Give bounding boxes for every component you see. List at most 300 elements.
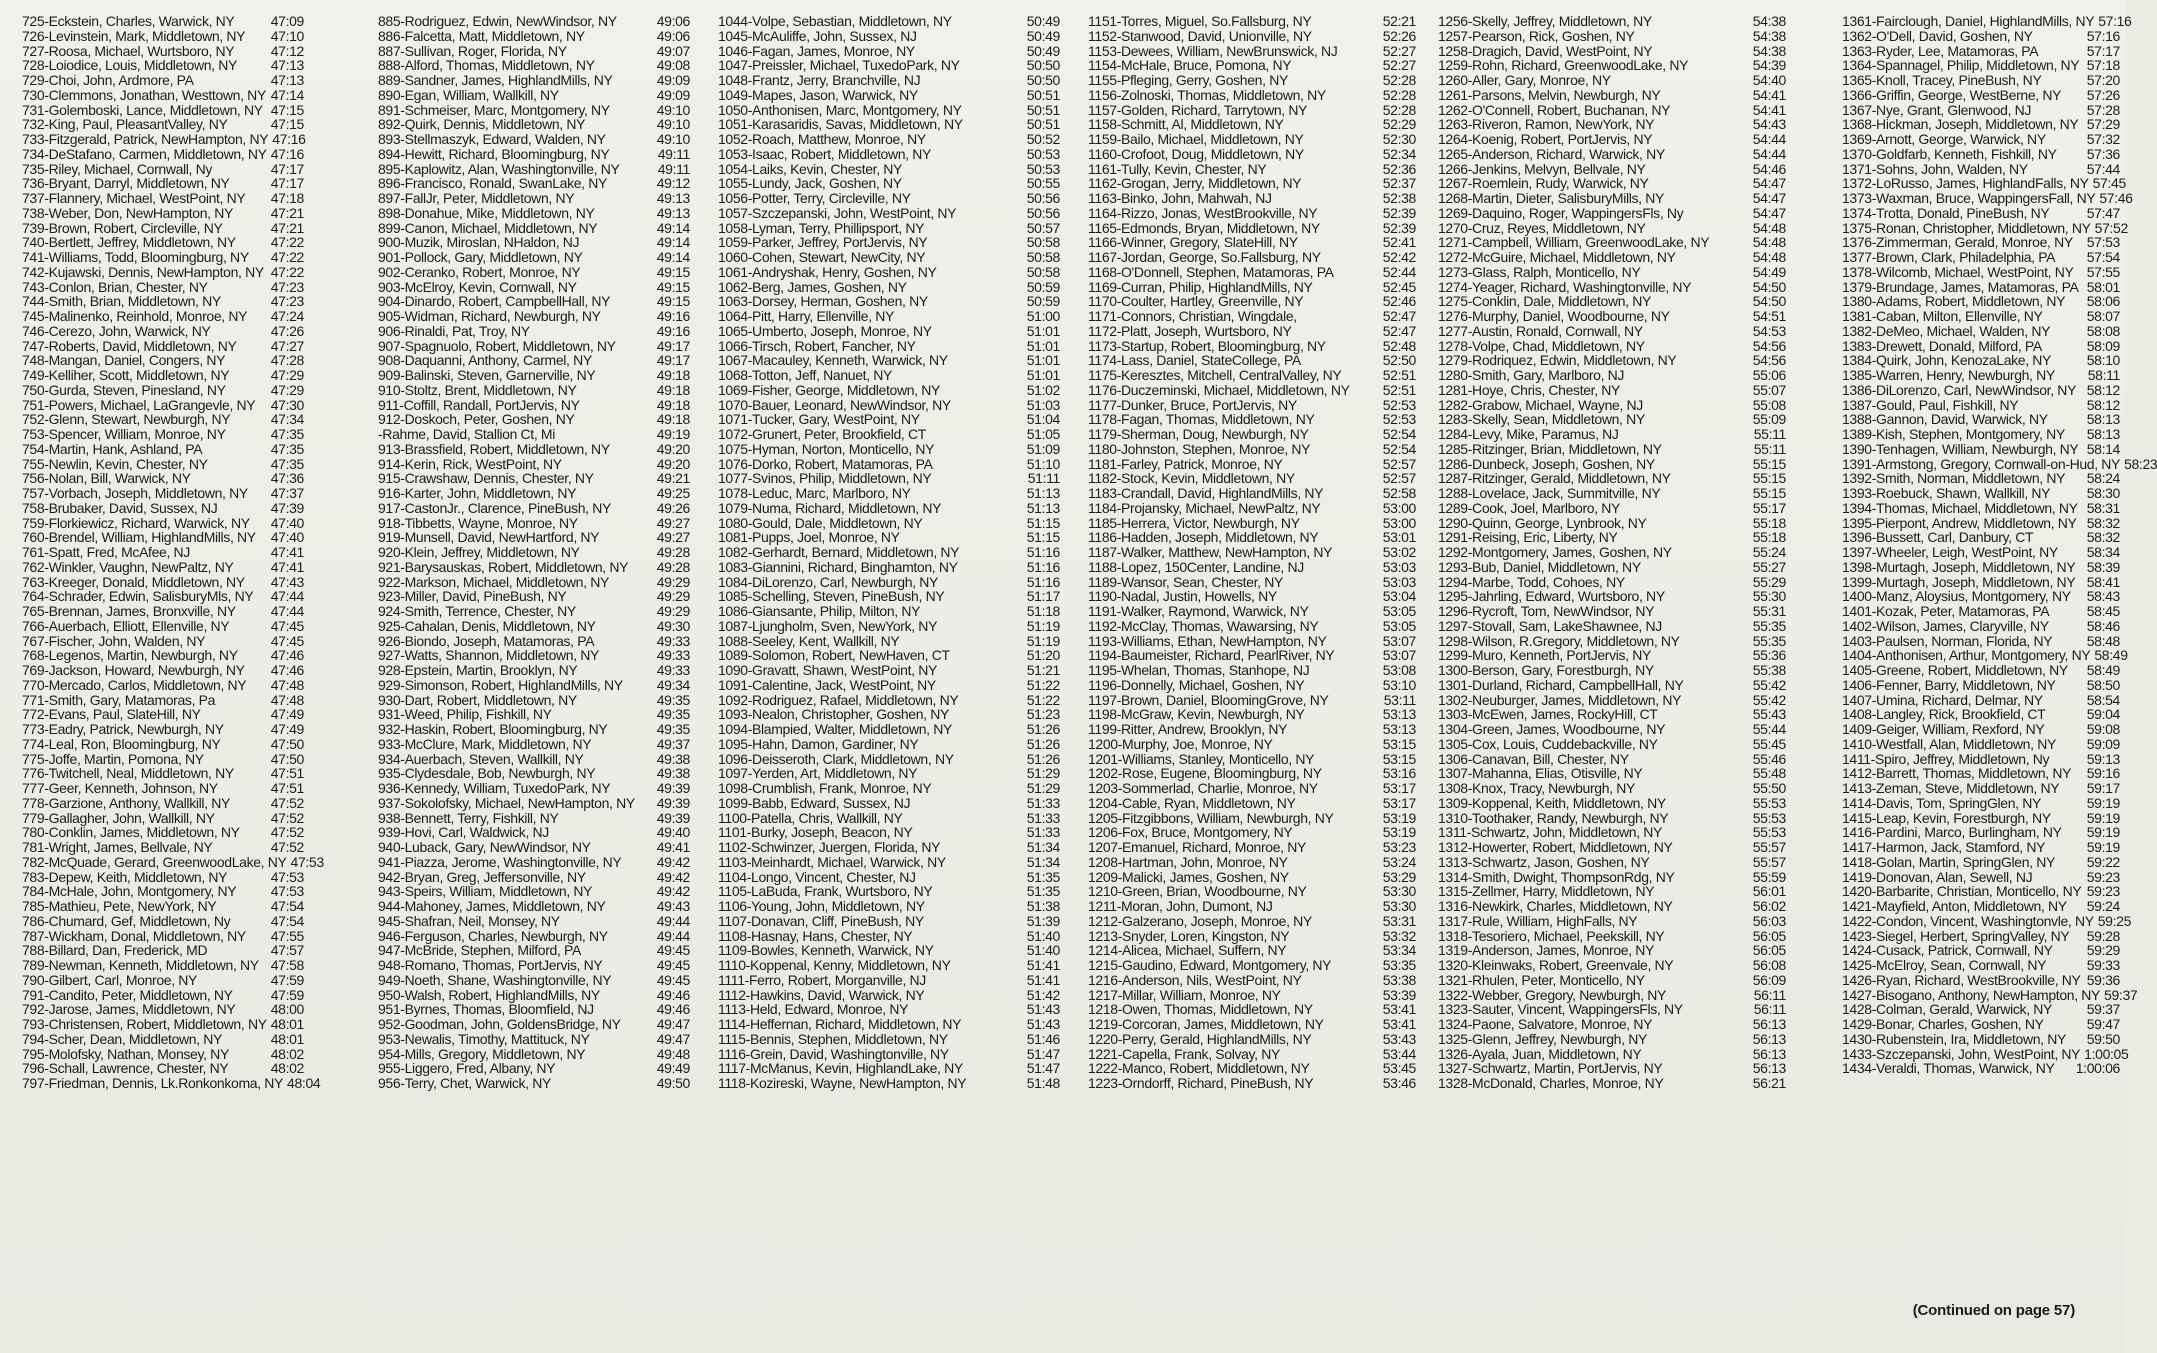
finish-time: 49:49 [656, 1060, 690, 1077]
result-row [1842, 442, 2120, 457]
result-row [1842, 1045, 2129, 1062]
result-row [718, 1076, 1060, 1091]
result-row [378, 147, 690, 162]
finish-time: 59:25 [2097, 912, 2132, 929]
runner-entry: 920-Klein, Jeffrey, Middletown, NY [378, 544, 580, 560]
runner-entry: 1114-Heffernan, Richard, Middletown, NY [718, 1016, 962, 1032]
finish-time: 53:30 [1382, 898, 1416, 914]
finish-time: 51:41 [1026, 971, 1060, 988]
runner-entry: 787-Wickham, Donal, Middletown, NY [22, 927, 246, 944]
result-row [1842, 545, 2120, 560]
finish-time: 55:11 [1753, 440, 1786, 457]
runner-entry: 925-Cahalan, Denis, Middletown, NY [378, 617, 596, 634]
runner-entry: 1325-Glenn, Jeffrey, Newburgh, NY [1438, 1030, 1647, 1047]
result-row [718, 840, 1060, 855]
result-row [1842, 752, 2120, 767]
result-row [1088, 29, 1416, 44]
finish-time: 47:54 [270, 912, 304, 929]
finish-time: 51:40 [1026, 942, 1060, 959]
runner-entry: 1363-Ryder, Lee, Matamoras, PA [1842, 42, 2039, 59]
result-row [378, 648, 690, 663]
finish-time: 58:12 [2086, 396, 2120, 413]
result-row [718, 1061, 1060, 1076]
runner-entry: 797-Friedman, Dennis, Lk.Ronkonkoma, NY [22, 1075, 284, 1091]
result-row [378, 294, 690, 309]
runner-entry: 1266-Jenkins, Melvyn, Bellvale, NY [1438, 160, 1646, 177]
finish-time: 53:19 [1382, 809, 1416, 826]
result-row [1438, 870, 1786, 885]
result-row [378, 943, 690, 958]
finish-time: 51:29 [1026, 765, 1060, 782]
runner-entry: 1388-Gannon, David, Warwick, NY [1842, 411, 2048, 428]
result-row [1438, 176, 1786, 191]
runner-entry: 1175-Keresztes, Mitchell, CentralValley, NY [1088, 367, 1342, 383]
finish-time: 47:59 [270, 971, 304, 988]
result-row [22, 265, 304, 280]
finish-time: 47:49 [270, 706, 304, 723]
result-row [22, 501, 304, 516]
result-row [718, 58, 1060, 73]
finish-time: 52:54 [1382, 426, 1416, 442]
result-row [718, 235, 1060, 250]
runner-entry: 910-Stoltz, Brent, Middletown, NY [378, 381, 577, 398]
finish-time: 47:13 [270, 72, 304, 88]
runner-entry: 1327-Schwartz, Martin, PortJervis, NY [1438, 1060, 1663, 1077]
runner-entry: 1416-Pardini, Marco, Burlingham, NY [1842, 824, 2062, 841]
runner-entry: 1273-Glass, Ralph, Monticello, NY [1438, 263, 1641, 280]
runner-entry: 1183-Crandall, David, HighlandMills, NY [1088, 485, 1324, 501]
result-row [378, 707, 690, 722]
runner-entry: -Rahme, David, Stallion Ct, Mi [378, 426, 556, 442]
finish-time: 54:48 [1752, 249, 1786, 265]
finish-time: 54:46 [1752, 160, 1786, 177]
runner-entry: 889-Sandner, James, HighlandMills, NY [378, 72, 613, 88]
finish-time: 47:23 [270, 293, 304, 310]
finish-time: 47:23 [270, 278, 304, 295]
finish-time: 54:40 [1752, 72, 1786, 88]
finish-time: 52:28 [1382, 86, 1416, 103]
runner-entry: 1297-Stovall, Sam, LakeShawnee, NJ [1438, 617, 1662, 634]
runner-entry: 1289-Cook, Joel, Marlboro, NY [1438, 499, 1621, 516]
result-row [22, 825, 304, 840]
runner-entry: 1274-Yeager, Richard, Washingtonville, NY [1438, 278, 1692, 295]
result-row [1842, 619, 2120, 634]
finish-time: 56:21 [1752, 1075, 1786, 1091]
runner-entry: 931-Weed, Philip, Fishkill, NY [378, 706, 552, 723]
result-row [1842, 280, 2120, 295]
finish-time: 57:16 [2098, 13, 2132, 29]
result-row [1842, 501, 2120, 516]
runner-entry: 1107-Donavan, Cliff, PineBush, NY [718, 912, 924, 929]
runner-entry: 1088-Seeley, Kent, Wallkill, NY [718, 632, 900, 649]
finish-time: 57:44 [2086, 160, 2120, 177]
finish-time: 49:27 [656, 514, 690, 531]
finish-time: 49:17 [656, 352, 690, 369]
finish-time: 59:24 [2086, 898, 2120, 914]
result-row [378, 368, 690, 383]
result-row [1088, 870, 1416, 885]
finish-time: 55:45 [1752, 735, 1786, 752]
finish-time: 49:18 [656, 411, 690, 428]
runner-entry: 1071-Tucker, Gary, WestPoint, NY [718, 411, 920, 428]
finish-time: 49:20 [656, 455, 690, 472]
result-row [1088, 235, 1416, 250]
finish-time: 49:40 [656, 824, 690, 841]
result-row [1842, 265, 2120, 280]
runner-entry: 783-Depew, Keith, Middletown, NY [22, 868, 228, 885]
finish-time: 52:29 [1382, 116, 1416, 133]
runner-entry: 908-Daquanni, Anthony, Carmel, NY [378, 352, 592, 369]
result-row [378, 545, 690, 560]
result-row [22, 88, 304, 103]
runner-entry: 1079-Numa, Richard, Middletown, NY [718, 499, 942, 516]
result-row [378, 752, 690, 767]
result-row [1842, 88, 2120, 103]
result-row [22, 929, 304, 944]
result-row [718, 663, 1060, 678]
runner-entry: 751-Powers, Michael, LaGrangevle, NY [22, 396, 256, 413]
finish-time: 54:53 [1752, 322, 1786, 339]
runner-entry: 1283-Skelly, Sean, Middletown, NY [1438, 411, 1645, 428]
runner-entry: 1094-Blampied, Walter, Middletown, NY [718, 721, 952, 737]
result-row [22, 1017, 304, 1032]
finish-time: 47:22 [270, 249, 304, 265]
finish-time: 47:15 [270, 116, 304, 133]
runner-entry: 758-Brubaker, David, Sussex, NJ [22, 499, 218, 516]
runner-entry: 1167-Jordan, George, So.Fallsburg, NY [1088, 249, 1321, 265]
finish-time: 52:21 [1382, 13, 1416, 29]
runner-entry: 1361-Fairclough, Daniel, HighlandMills, NY [1842, 13, 2095, 29]
finish-time: 58:34 [2086, 544, 2120, 560]
runner-entry: 1049-Mapes, Jason, Warwick, NY [718, 86, 918, 103]
finish-time: 58:24 [2086, 470, 2120, 487]
runner-entry: 1164-Rizzo, Jonas, WestBrookville, NY [1088, 204, 1318, 221]
runner-entry: 793-Christensen, Robert, Middletown, NY [22, 1016, 267, 1032]
result-row [1842, 575, 2120, 590]
finish-time: 58:49 [2094, 647, 2128, 664]
result-row [1842, 604, 2120, 619]
runner-entry: 737-Flannery, Michael, WestPoint, NY [22, 190, 246, 206]
finish-time: 53:02 [1382, 544, 1416, 560]
finish-time: 55:31 [1752, 603, 1786, 619]
runner-entry: 1269-Daquino, Roger, WappingersFls, Ny [1438, 204, 1684, 221]
runner-entry: 942-Bryan, Greg, Jeffersonville, NY [378, 868, 586, 885]
finish-time: 57:29 [2086, 116, 2120, 133]
result-row [1842, 899, 2120, 914]
finish-time: 57:32 [2086, 131, 2120, 147]
finish-time: 1:00:06 [2075, 1060, 2120, 1077]
result-row [1438, 766, 1786, 781]
result-row [1842, 58, 2120, 73]
result-row [1842, 383, 2120, 398]
runner-entry: 1312-Howerter, Robert, Middletown, NY [1438, 839, 1673, 855]
runner-entry: 1191-Walker, Raymond, Warwick, NY [1088, 603, 1309, 619]
result-row [1438, 280, 1786, 295]
runner-entry: 1063-Dorsey, Herman, Goshen, NY [718, 293, 928, 310]
runner-entry: 779-Gallagher, John, Wallkill, NY [22, 809, 215, 826]
runner-entry: 1299-Muro, Kenneth, PortJervis, NY [1438, 647, 1651, 664]
result-row [378, 103, 690, 118]
runner-entry: 1328-McDonald, Charles, Monroe, NY [1438, 1075, 1664, 1091]
finish-time: 51:41 [1026, 957, 1060, 973]
runner-entry: 1376-Zimmerman, Gerald, Monroe, NY [1842, 234, 2073, 251]
finish-time: 57:46 [2099, 190, 2133, 206]
continued-note: (Continued on page 57) [1912, 1302, 2075, 1319]
runner-entry: 1096-Deisseroth, Clark, Middletown, NY [718, 750, 954, 767]
finish-time: 57:20 [2086, 72, 2120, 88]
finish-time: 53:29 [1382, 868, 1416, 885]
finish-time: 51:16 [1026, 544, 1060, 560]
runner-entry: 1087-Ljungholm, Sven, NewYork, NY [718, 617, 938, 634]
result-row [1842, 486, 2120, 501]
finish-time: 57:54 [2086, 249, 2120, 265]
runner-entry: 1054-Laiks, Kevin, Chester, NY [718, 160, 903, 177]
result-row [1842, 678, 2120, 693]
result-row [718, 117, 1060, 132]
runner-entry: 919-Munsell, David, NewHartford, NY [378, 529, 600, 546]
runner-entry: 1159-Bailo, Michael, Middletown, NY [1088, 131, 1304, 147]
result-row [718, 147, 1060, 162]
runner-entry: 1271-Campbell, William, GreenwoodLake, NY [1438, 234, 1710, 251]
runner-entry: 1059-Parker, Jeffrey, PortJervis, NY [718, 234, 928, 251]
result-row [378, 191, 690, 206]
finish-time: 53:15 [1382, 735, 1416, 752]
finish-time: 52:57 [1382, 455, 1416, 472]
runner-entry: 1284-Levy, Mike, Paramus, NJ [1438, 426, 1619, 442]
result-row [378, 29, 690, 44]
result-row [378, 516, 690, 531]
finish-time: 58:13 [2086, 411, 2120, 428]
result-row [1438, 914, 1786, 929]
finish-time: 50:53 [1026, 160, 1060, 177]
finish-time: 53:44 [1382, 1045, 1416, 1062]
finish-time: 49:44 [656, 912, 690, 929]
finish-time: 47:52 [270, 839, 304, 855]
result-row [1842, 1061, 2120, 1076]
runner-entry: 1384-Quirk, John, KenozaLake, NY [1842, 352, 2052, 369]
runner-entry: 893-Stellmaszyk, Edward, Walden, NY [378, 131, 606, 147]
result-row [22, 678, 304, 693]
result-row [718, 398, 1060, 413]
finish-time: 55:44 [1752, 721, 1786, 737]
result-row [1438, 1061, 1786, 1076]
result-row [22, 870, 304, 885]
finish-time: 53:17 [1382, 780, 1416, 796]
result-row [1842, 339, 2120, 354]
runner-entry: 1056-Potter, Terry, Circleville, NY [718, 190, 911, 206]
finish-time: 53:34 [1382, 942, 1416, 959]
result-row [1088, 162, 1416, 177]
finish-time: 50:59 [1026, 278, 1060, 295]
finish-time: 51:47 [1026, 1060, 1060, 1077]
runner-entry: 891-Schmeiser, Marc, Montgomery, NY [378, 101, 610, 118]
result-row [378, 589, 690, 604]
runner-entry: 1062-Berg, James, Goshen, NY [718, 278, 907, 295]
runner-entry: 1305-Cox, Louis, Cuddebackville, NY [1438, 735, 1658, 752]
finish-time: 51:42 [1026, 986, 1060, 1003]
runner-entry: 1069-Fisher, George, Middletown, NY [718, 381, 940, 398]
finish-time: 49:33 [656, 662, 690, 678]
finish-time: 58:08 [2086, 322, 2120, 339]
finish-time: 53:30 [1382, 883, 1416, 900]
finish-time: 53:43 [1382, 1030, 1416, 1047]
runner-entry: 1317-Rule, William, HighFalls, NY [1438, 912, 1638, 929]
runner-entry: 1104-Longo, Vincent, Chester, NJ [718, 868, 916, 885]
result-row [378, 162, 690, 177]
runner-entry: 1260-Aller, Gary, Monroe, NY [1438, 72, 1611, 88]
runner-entry: 1367-Nye, Grant, Glenwood, NJ [1842, 101, 2032, 118]
runner-entry: 933-McClure, Mark, Middletown, NY [378, 735, 592, 752]
result-row [22, 853, 324, 870]
runner-entry: 1288-Lovelace, Jack, Summitville, NY [1438, 485, 1661, 501]
result-row [1088, 796, 1416, 811]
runner-entry: 899-Canon, Michael, Middletown, NY [378, 219, 598, 236]
result-row [1088, 383, 1416, 398]
runner-entry: 928-Epstein, Martin, Brooklyn, NY [378, 662, 578, 678]
result-row [1088, 530, 1416, 545]
runner-entry: 1199-Ritter, Andrew, Brooklyn, NY [1088, 721, 1288, 737]
result-row [1088, 663, 1416, 678]
finish-time: 55:07 [1752, 381, 1786, 398]
runner-entry: 1385-Warren, Henry, Newburgh, NY [1842, 367, 2055, 383]
result-row [1088, 781, 1416, 796]
result-row [718, 707, 1060, 722]
runner-entry: 1217-Millar, William, Monroe, NY [1088, 986, 1281, 1003]
result-row [1088, 501, 1416, 516]
runner-entry: 1212-Galzerano, Joseph, Monroe, NY [1088, 912, 1312, 929]
finish-time: 51:43 [1026, 1001, 1060, 1018]
result-row [718, 530, 1060, 545]
runner-entry: 726-Levinstein, Mark, Middletown, NY [22, 27, 246, 44]
finish-time: 50:51 [1026, 101, 1060, 118]
finish-time: 54:44 [1752, 131, 1786, 147]
result-row [1842, 44, 2120, 59]
result-row [718, 471, 1060, 486]
finish-time: 51:46 [1026, 1030, 1060, 1047]
finish-time: 47:36 [270, 470, 304, 487]
finish-time: 50:49 [1026, 13, 1060, 29]
finish-time: 54:56 [1752, 352, 1786, 369]
result-row [378, 221, 690, 236]
result-row [1438, 958, 1786, 973]
runner-entry: 1382-DeMeo, Michael, Walden, NY [1842, 322, 2051, 339]
result-row [1842, 766, 2120, 781]
runner-entry: 1093-Nealon, Christopher, Goshen, NY [718, 706, 949, 723]
result-row [1088, 206, 1416, 221]
result-row [1438, 737, 1786, 752]
result-row [1438, 796, 1786, 811]
runner-entry: 1198-McGraw, Kevin, Newburgh, NY [1088, 706, 1305, 723]
result-row [1438, 663, 1786, 678]
result-row [1438, 501, 1786, 516]
runner-entry: 1378-Wilcomb, Michael, WestPoint, NY [1842, 263, 2074, 280]
result-row [1842, 840, 2120, 855]
results-column-6 [1842, 13, 2157, 1077]
result-row [718, 796, 1060, 811]
runner-entry: 794-Scher, Dean, Middletown, NY [22, 1030, 223, 1047]
finish-time: 54:38 [1752, 42, 1786, 59]
runner-entry: 1180-Johnston, Stephen, Monroe, NY [1088, 440, 1311, 457]
finish-time: 49:21 [656, 470, 690, 487]
result-row [718, 988, 1060, 1003]
runner-entry: 1219-Corcoran, James, Middletown, NY [1088, 1016, 1324, 1032]
finish-time: 55:57 [1752, 853, 1786, 870]
result-row [22, 914, 304, 929]
runner-entry: 1205-Fitzgibbons, William, Newburgh, NY [1088, 809, 1334, 826]
finish-time: 53:00 [1382, 499, 1416, 516]
finish-time: 53:05 [1382, 603, 1416, 619]
finish-time: 49:48 [656, 1045, 690, 1062]
runner-entry: 756-Nolan, Bill, Warwick, NY [22, 470, 191, 487]
result-row [1438, 235, 1786, 250]
runner-entry: 1429-Bonar, Charles, Goshen, NY [1842, 1016, 2044, 1032]
result-row [1842, 427, 2120, 442]
runner-entry: 739-Brown, Robert, Circleville, NY [22, 219, 223, 236]
result-row [1088, 737, 1416, 752]
runner-entry: 1322-Webber, Gregory, Newburgh, NY [1438, 986, 1667, 1003]
finish-time: 53:24 [1382, 853, 1416, 870]
runner-entry: 1177-Dunker, Bruce, PortJervis, NY [1088, 396, 1297, 413]
result-row [1088, 1047, 1416, 1062]
result-row [378, 235, 690, 250]
result-row [718, 914, 1060, 929]
runner-entry: 927-Watts, Shannon, Middletown, NY [378, 647, 600, 664]
runner-entry: 1189-Wansor, Sean, Chester, NY [1088, 573, 1283, 590]
runner-entry: 896-Francisco, Ronald, SwanLake, NY [378, 175, 607, 192]
finish-time: 51:01 [1026, 367, 1060, 383]
runner-entry: 1202-Rose, Eugene, Bloomingburg, NY [1088, 765, 1322, 782]
results-column-1 [22, 13, 324, 1091]
runner-entry: 1064-Pitt, Harry, Ellenville, NY [718, 308, 895, 324]
runner-entry: 1165-Edmonds, Bryan, Middletown, NY [1088, 219, 1320, 236]
runner-entry: 1065-Umberto, Joseph, Monroe, NY [718, 322, 932, 339]
finish-time: 55:36 [1752, 647, 1786, 664]
runner-entry: 930-Dart, Robert, Middletown, NY [378, 691, 577, 708]
result-row [22, 339, 304, 354]
result-row [718, 1032, 1060, 1047]
finish-time: 49:25 [656, 485, 690, 501]
runner-entry: 917-CastonJr., Clarence, PineBush, NY [378, 499, 611, 516]
finish-time: 58:54 [2086, 691, 2120, 708]
runner-entry: 1390-Tenhagen, William, Newburgh, NY [1842, 440, 2079, 457]
finish-time: 52:51 [1382, 367, 1416, 383]
finish-time: 51:10 [1026, 455, 1060, 472]
finish-time: 47:46 [270, 647, 304, 664]
runner-entry: 1068-Totton, Jeff, Nanuet, NY [718, 367, 893, 383]
runner-entry: 1424-Cusack, Patrick, Cornwall, NY [1842, 942, 2053, 959]
finish-time: 52:45 [1382, 278, 1416, 295]
result-row [378, 280, 690, 295]
result-row [22, 353, 304, 368]
finish-time: 53:11 [1383, 691, 1416, 708]
finish-time: 58:49 [2086, 662, 2120, 678]
runner-entry: 1419-Donovan, Alan, Sewell, NJ [1842, 868, 2033, 885]
finish-time: 54:48 [1752, 234, 1786, 251]
finish-time: 47:43 [270, 573, 304, 590]
runner-entry: 1301-Durland, Richard, CampbellHall, NY [1438, 676, 1684, 693]
result-row [1438, 486, 1786, 501]
result-row [1438, 811, 1786, 826]
finish-time: 49:47 [656, 1030, 690, 1047]
result-row [1842, 455, 2157, 472]
result-row [1438, 442, 1786, 457]
result-row [1088, 471, 1416, 486]
result-row [1842, 973, 2120, 988]
finish-time: 58:39 [2086, 558, 2120, 575]
result-row [1842, 958, 2120, 973]
result-row [1438, 471, 1786, 486]
result-row [1842, 929, 2120, 944]
